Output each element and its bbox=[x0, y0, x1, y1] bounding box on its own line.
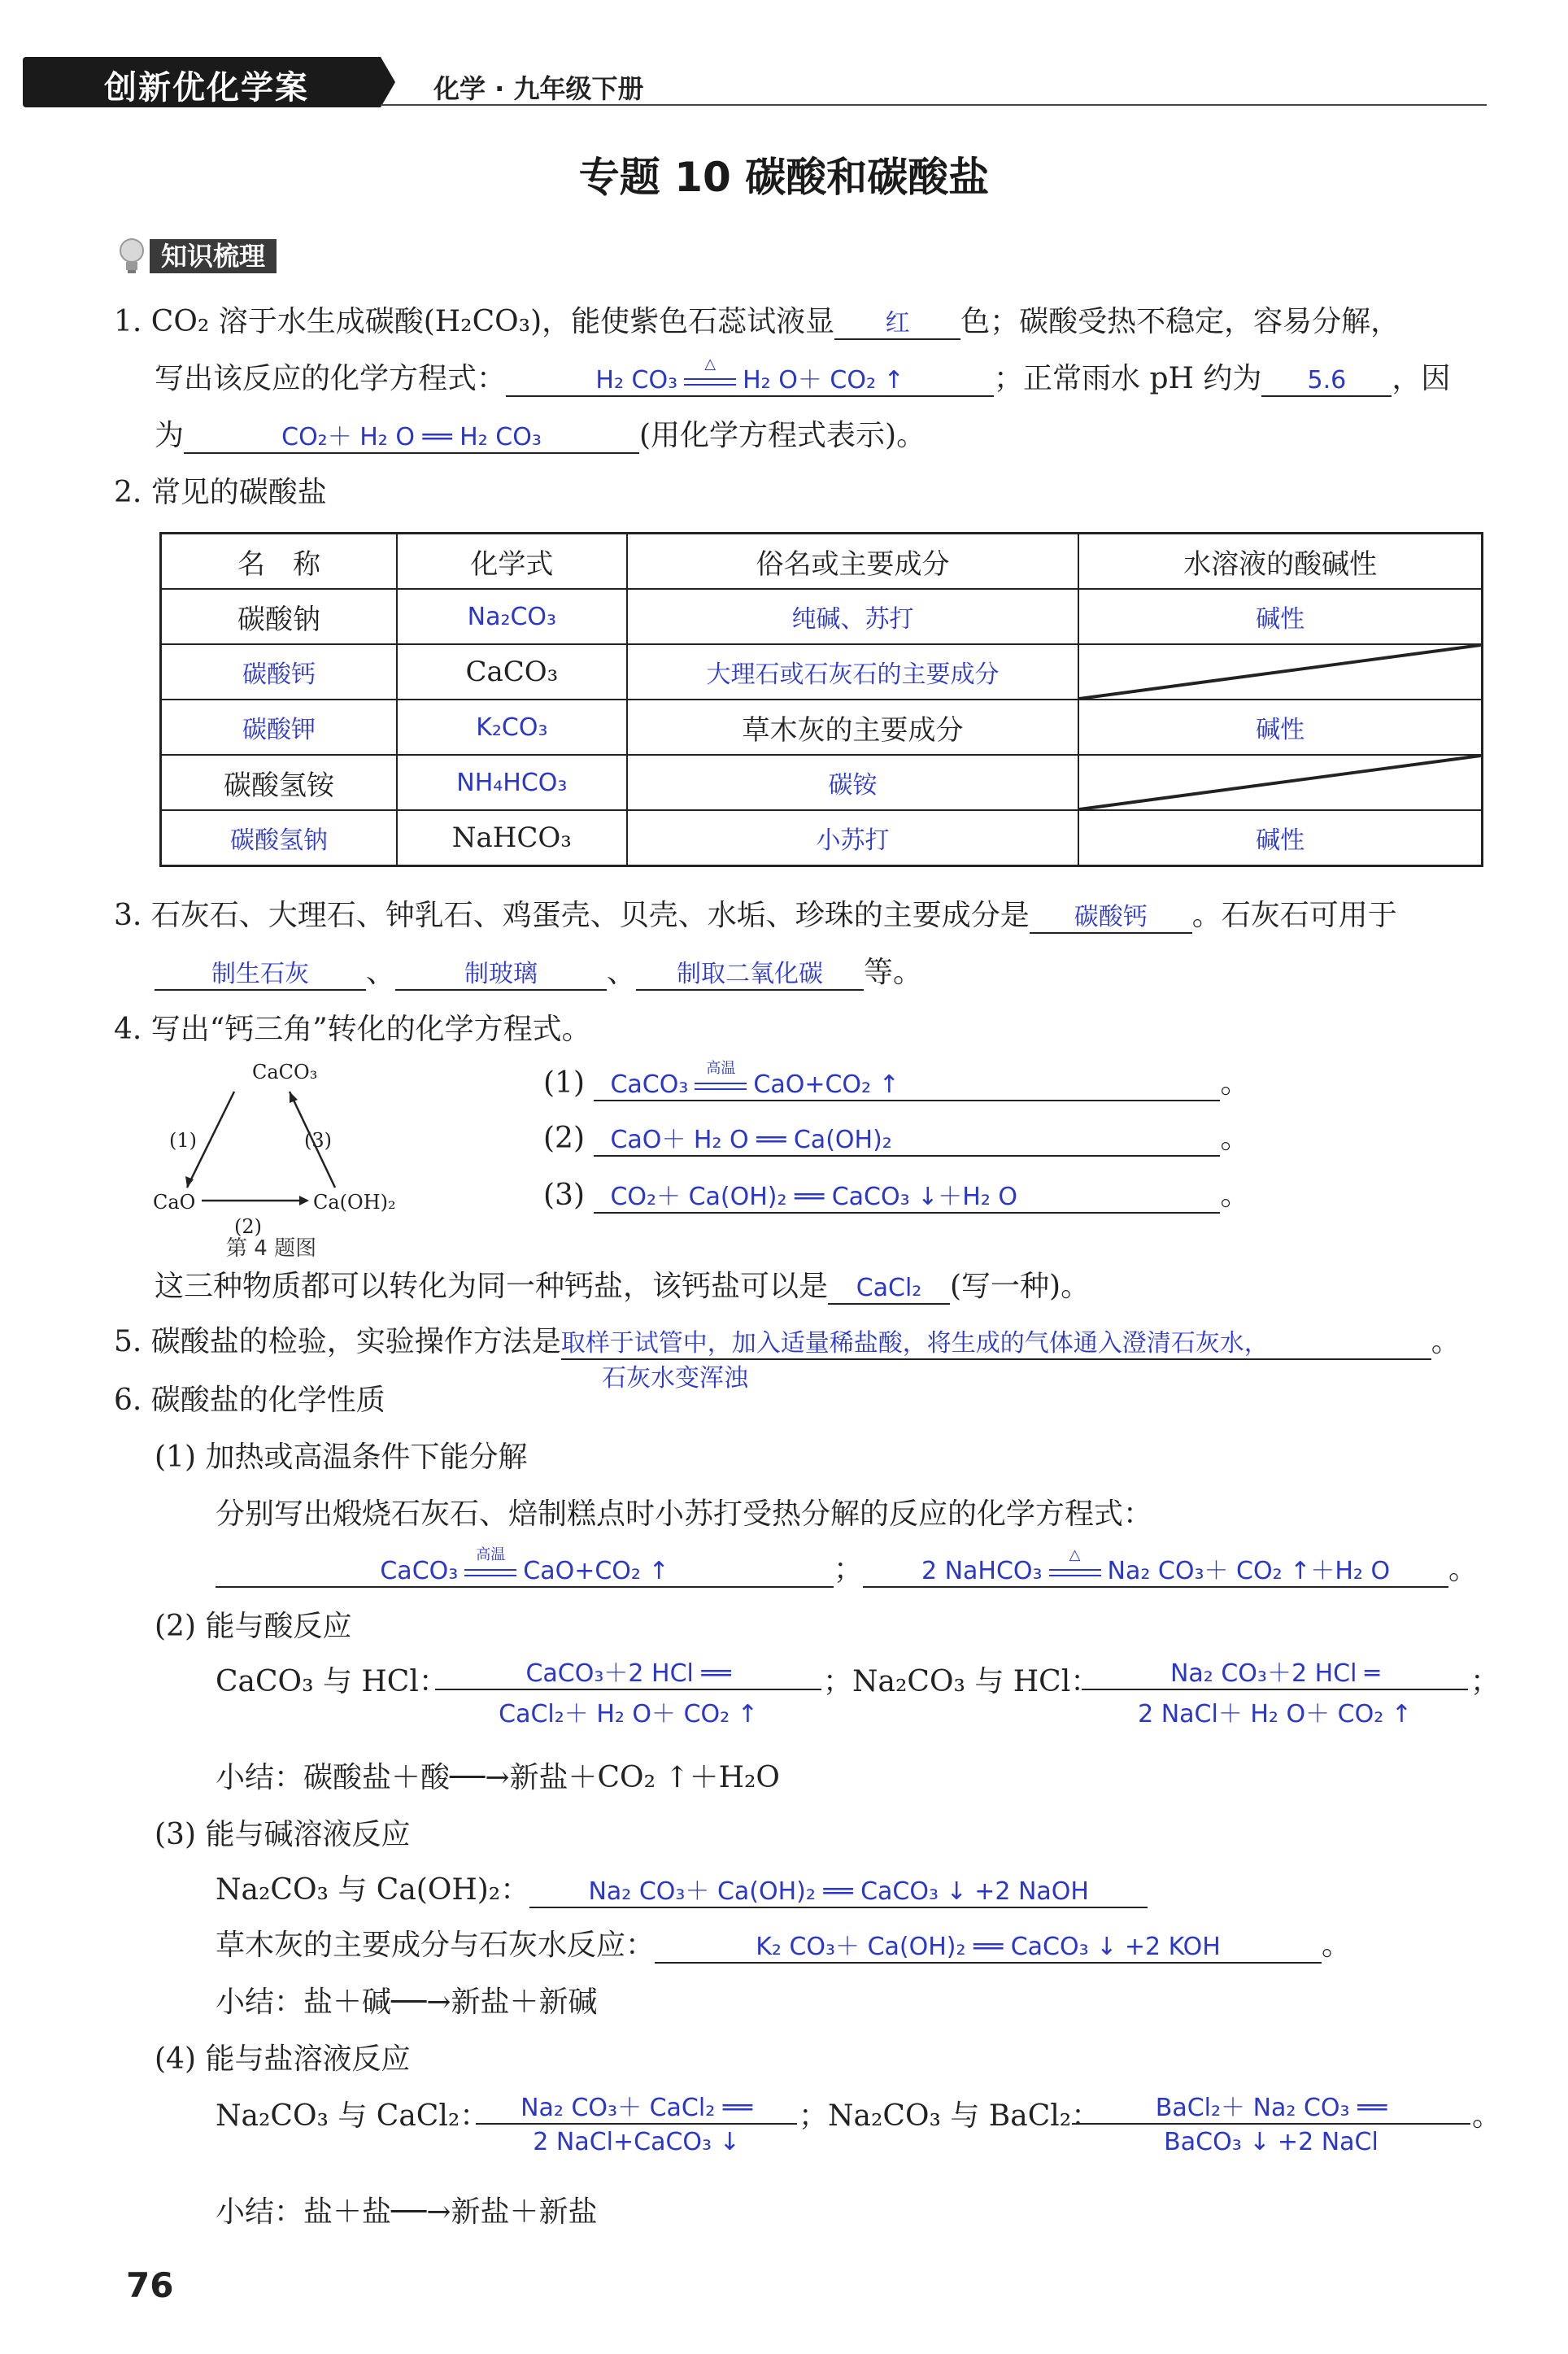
q6-p4-a-label: Na₂CO₃ 与 CaCl₂： bbox=[216, 2099, 490, 2133]
tri-right-label: Ca(OH)₂ bbox=[313, 1191, 396, 1214]
header-rule bbox=[381, 104, 1487, 106]
q1-text-6: 为 bbox=[155, 419, 185, 452]
q3-answer-use-3: 制取二氧化碳 bbox=[677, 960, 824, 988]
page-header bbox=[23, 57, 1487, 107]
q1-line-3 bbox=[155, 420, 926, 454]
q6-p4-b-den: BaCO₃ ↓ +2 NaCl bbox=[1072, 2123, 1470, 2156]
tri-label-3: (3) bbox=[304, 1129, 332, 1152]
figure-caption: 第 4 题图 bbox=[226, 1236, 317, 1261]
tri-label-2: (2) bbox=[234, 1215, 262, 1238]
book-subtitle: 化学 · 九年级下册 bbox=[433, 73, 644, 104]
heat-arrow bbox=[1049, 1546, 1101, 1584]
q1-blank-equation bbox=[506, 355, 994, 397]
q6-p1-eq2-left: 2 NaHCO₃ bbox=[921, 1557, 1043, 1585]
table-header: 化学式 bbox=[397, 534, 627, 590]
cell-formula: Na₂CO₃ bbox=[397, 589, 627, 644]
q3-line-2 bbox=[155, 957, 922, 991]
q4-eq-1 bbox=[543, 1060, 1250, 1101]
q6-p4-b-fraction bbox=[1072, 2087, 1470, 2156]
q3-answer-use-1: 制生石灰 bbox=[211, 960, 309, 988]
q3-text: 3. 石灰石、大理石、钟乳石、鸡蛋壳、贝壳、水垢、珍珠的主要成分是 bbox=[114, 899, 1030, 932]
q4-dot: 。 bbox=[1220, 1066, 1250, 1100]
q4-dot: 。 bbox=[1220, 1122, 1250, 1155]
cell-formula: NaHCO₃ bbox=[397, 810, 627, 866]
cell-common: 大理石或石灰石的主要成分 bbox=[627, 644, 1078, 700]
q6-p3-blank-b bbox=[655, 1929, 1322, 1964]
q5-text: 5. 碳酸盐的检验，实验操作方法是 bbox=[114, 1325, 561, 1358]
cell-name: 碳酸氢钠 bbox=[161, 810, 397, 866]
q6-p3-b bbox=[216, 1929, 1351, 1964]
table-row bbox=[161, 810, 1483, 866]
q4-eq-3 bbox=[543, 1179, 1249, 1214]
cell-acidity: 碱性 bbox=[1078, 810, 1482, 866]
q3-blank-use-3 bbox=[636, 957, 864, 991]
q5-answer-1: 取样于试管中，加入适量稀盐酸，将生成的气体通入澄清石灰水， bbox=[560, 1329, 1269, 1358]
q4-summary-text: 这三种物质都可以转化为同一种钙盐，该钙盐可以是 bbox=[155, 1270, 829, 1303]
q4-summary-end: (写一种)。 bbox=[950, 1270, 1091, 1303]
q6-p2-label: (2) 能与酸反应 bbox=[155, 1610, 352, 1643]
q5-answer-2: 石灰水变浑浊 bbox=[602, 1364, 748, 1393]
high-temp-arrow bbox=[464, 1546, 516, 1584]
q4-eq-num: (3) bbox=[543, 1179, 585, 1212]
cell-name: 碳酸氢铵 bbox=[161, 755, 397, 810]
q6-p3-blank-a bbox=[529, 1874, 1148, 1908]
cell-acidity-slashed bbox=[1078, 644, 1482, 700]
q6-p1-blank-1 bbox=[216, 1546, 834, 1588]
page-number: 76 bbox=[126, 2265, 174, 2305]
condition-label: △ bbox=[704, 355, 716, 373]
q6-p2-a-fraction bbox=[435, 1653, 821, 1729]
q4-eq-num: (2) bbox=[543, 1122, 585, 1155]
carbonate-table bbox=[159, 532, 1483, 867]
q6-p4-end: 。 bbox=[1472, 2099, 1502, 2133]
q6-p2-summary: 小结：碳酸盐＋酸──→新盐＋CO₂ ↑＋H₂O bbox=[216, 1761, 780, 1794]
q6-p2-b-num: Na₂ CO₃＋2 HCl ═ bbox=[1169, 1659, 1380, 1688]
q6-p3-b-answer: K₂ CO₃＋ Ca(OH)₂ ══ CaCO₃ ↓ +2 KOH bbox=[756, 1933, 1221, 1961]
q3-end: 等。 bbox=[864, 956, 923, 989]
q6-p2-b-fraction bbox=[1082, 1653, 1468, 1729]
q4-eq-1-left: CaCO₃ bbox=[610, 1070, 689, 1099]
page-title: 专题 10 碳酸和碳酸盐 bbox=[578, 154, 990, 201]
q6-p4-a-num: Na₂ CO₃＋ CaCl₂ ══ bbox=[520, 2094, 752, 2122]
section-label: 知识梳理 bbox=[150, 239, 277, 273]
q6-p1-blank-2 bbox=[863, 1546, 1448, 1588]
brand-logo: 创新优化学案 bbox=[104, 69, 309, 107]
q6-p3-a-answer: Na₂ CO₃＋ Ca(OH)₂ ══ CaCO₃ ↓ +2 NaOH bbox=[588, 1877, 1089, 1906]
q1-text-3: 写出该反应的化学方程式： bbox=[155, 362, 507, 395]
q6-p4-b-label: ；Na₂CO₃ 与 BaCl₂： bbox=[799, 2099, 1101, 2133]
cell-common: 草木灰的主要成分 bbox=[627, 700, 1078, 755]
table-header: 俗名或主要成分 bbox=[627, 534, 1078, 590]
q6-p4-a-fraction bbox=[476, 2087, 797, 2156]
q6-p1-eq2-right: Na₂ CO₃＋ CO₂ ↑＋H₂ O bbox=[1107, 1557, 1391, 1585]
q6-p2-a-den: CaCl₂＋ H₂ O＋ CO₂ ↑ bbox=[435, 1689, 821, 1729]
cell-name: 碳酸钙 bbox=[161, 644, 397, 700]
q5-line-1 bbox=[114, 1326, 1461, 1360]
q6-p3-b-label: 草木灰的主要成分与石灰水反应： bbox=[216, 1929, 656, 1962]
q6-p3-a-label: Na₂CO₃ 与 Ca(OH)₂： bbox=[216, 1873, 530, 1907]
q1-blank-color bbox=[834, 306, 960, 340]
q6-p2-a-label: CaCO₃ 与 HCl： bbox=[216, 1665, 448, 1698]
condition-label: 高温 bbox=[706, 1060, 736, 1077]
q6-p2-a-num: CaCO₃＋2 HCl ══ bbox=[525, 1659, 731, 1688]
q1-text-2: 色；碳酸受热不稳定，容易分解， bbox=[960, 305, 1400, 338]
arrow-2-head bbox=[299, 1196, 309, 1205]
cell-formula: CaCO₃ bbox=[397, 644, 627, 700]
q4-eq-num: (1) bbox=[543, 1066, 585, 1100]
q6-p2-b-label: ；Na₂CO₃ 与 HCl： bbox=[823, 1665, 1100, 1698]
q6-p3-label: (3) 能与碱溶液反应 bbox=[155, 1818, 411, 1851]
q4-eq-2-text: CaO＋ H₂ O ══ Ca(OH)₂ bbox=[610, 1126, 892, 1154]
q1-answer-ph: 5.6 bbox=[1307, 366, 1347, 395]
q1-text: 1. CO₂ 溶于水生成碳酸(H₂CO₃)，能使紫色石蕊试液显 bbox=[114, 305, 835, 338]
q1-eq-left: H₂ CO₃ bbox=[595, 366, 678, 395]
q3-text-2: 。石灰石可用于 bbox=[1191, 899, 1397, 932]
q6-p1-desc: 分别写出煅烧石灰石、焙制糕点时小苏打受热分解的反应的化学方程式： bbox=[216, 1497, 1153, 1531]
cell-common: 纯碱、苏打 bbox=[627, 589, 1078, 644]
q6-p1-end: 。 bbox=[1448, 1553, 1479, 1586]
q6-p4-summary: 小结：盐＋盐──→新盐＋新盐 bbox=[216, 2195, 598, 2229]
q6-p1-eq1-right: CaO+CO₂ ↑ bbox=[523, 1557, 669, 1585]
tri-left-label: CaO bbox=[153, 1191, 196, 1214]
q6-p2-b-den: 2 NaCl＋ H₂ O＋ CO₂ ↑ bbox=[1082, 1689, 1468, 1729]
q4-eq-3-text: CO₂＋ Ca(OH)₂ ══ CaCO₃ ↓＋H₂ O bbox=[610, 1183, 1018, 1211]
q1-line-2 bbox=[155, 355, 1451, 397]
header-bar-tip bbox=[381, 57, 395, 107]
lightbulb-icon bbox=[114, 236, 150, 277]
q4-summary bbox=[155, 1271, 1090, 1305]
q5-end: 。 bbox=[1431, 1325, 1461, 1358]
q4-eq-2 bbox=[543, 1123, 1249, 1157]
table-row bbox=[161, 644, 1483, 700]
q6-p1-eq1-left: CaCO₃ bbox=[380, 1557, 459, 1585]
q6-p2-end: ； bbox=[1470, 1665, 1500, 1698]
cell-acidity: 碱性 bbox=[1078, 589, 1482, 644]
condition-label: △ bbox=[1069, 1546, 1081, 1563]
condition-label: 高温 bbox=[476, 1546, 506, 1563]
cell-name: 碳酸钠 bbox=[161, 589, 397, 644]
diagonal-slash bbox=[1079, 756, 1481, 809]
q4-blank-eq-1 bbox=[594, 1060, 1220, 1101]
table-header: 名 称 bbox=[161, 534, 397, 590]
q1-answer-equation: CO₂＋ H₂ O ══ H₂ CO₃ bbox=[281, 423, 542, 451]
q4-answer-salt: CaCl₂ bbox=[856, 1274, 922, 1302]
cell-formula: K₂CO₃ bbox=[397, 700, 627, 755]
heat-arrow bbox=[684, 355, 736, 393]
cell-formula: NH₄HCO₃ bbox=[397, 755, 627, 810]
q3-blank-use-1 bbox=[155, 957, 366, 991]
tri-label-1: (1) bbox=[169, 1129, 197, 1152]
q1-text-4: ；正常雨水 pH 约为 bbox=[994, 362, 1262, 395]
q5-blank bbox=[561, 1326, 1431, 1360]
cell-acidity-slashed bbox=[1078, 755, 1482, 810]
q3-blank-use-2 bbox=[395, 957, 607, 991]
q6-label: 6. 碳酸盐的化学性质 bbox=[114, 1384, 385, 1417]
q4-label: 4. 写出“钙三角”转化的化学方程式。 bbox=[114, 1013, 591, 1046]
q4-dot: 。 bbox=[1220, 1179, 1250, 1212]
table-row bbox=[161, 700, 1483, 755]
cell-common: 小苏打 bbox=[627, 810, 1078, 866]
q6-p4-label: (4) 能与盐溶液反应 bbox=[155, 2042, 411, 2076]
q1-text-7: (用化学方程式表示)。 bbox=[639, 419, 926, 452]
q3-blank-main bbox=[1030, 900, 1192, 934]
q6-p1-label: (1) 加热或高温条件下能分解 bbox=[155, 1441, 528, 1474]
q6-p4-b-num: BaCl₂＋ Na₂ CO₃ ══ bbox=[1155, 2094, 1387, 2122]
table-header-row bbox=[161, 534, 1483, 590]
q6-p3-end: 。 bbox=[1322, 1929, 1352, 1962]
q6-p4-a-den: 2 NaCl+CaCO₃ ↓ bbox=[476, 2123, 797, 2156]
q3-line-1 bbox=[114, 900, 1397, 934]
diagonal-slash bbox=[1079, 645, 1481, 699]
q1-eq-right: H₂ O＋ CO₂ ↑ bbox=[743, 366, 904, 395]
q6-p3-a bbox=[216, 1874, 1148, 1908]
q3-sep: 、 bbox=[607, 956, 637, 989]
q2-label: 2. 常见的碳酸盐 bbox=[114, 476, 327, 509]
q1-text-5: ，因 bbox=[1392, 362, 1451, 395]
q3-sep: 、 bbox=[366, 956, 396, 989]
q1-answer-color: 红 bbox=[885, 309, 910, 338]
q3-answer-use-2: 制玻璃 bbox=[464, 960, 538, 988]
q4-blank-salt bbox=[828, 1271, 950, 1305]
q1-blank-ph bbox=[1261, 363, 1392, 397]
q3-answer-main: 碳酸钙 bbox=[1074, 903, 1148, 931]
table-header: 水溶液的酸碱性 bbox=[1078, 534, 1482, 590]
q1-line-1 bbox=[114, 306, 1400, 340]
cell-name: 碳酸钾 bbox=[161, 700, 397, 755]
q4-blank-eq-2 bbox=[594, 1123, 1220, 1157]
q1-blank-reason bbox=[184, 420, 639, 454]
q4-blank-eq-3 bbox=[594, 1179, 1220, 1214]
q6-p3-summary: 小结：盐＋碱──→新盐＋新碱 bbox=[216, 1986, 598, 2019]
high-temp-arrow bbox=[695, 1060, 747, 1097]
tri-top-label: CaCO₃ bbox=[252, 1061, 318, 1083]
cell-common: 碳铵 bbox=[627, 755, 1078, 810]
cell-acidity: 碱性 bbox=[1078, 700, 1482, 755]
q4-eq-1-right: CaO+CO₂ ↑ bbox=[753, 1070, 899, 1099]
q6-p1-equations bbox=[216, 1546, 1479, 1588]
q6-p1-sep: ； bbox=[834, 1553, 864, 1586]
table-row bbox=[161, 755, 1483, 810]
table-row bbox=[161, 589, 1483, 644]
arrow-3-head bbox=[290, 1092, 298, 1103]
